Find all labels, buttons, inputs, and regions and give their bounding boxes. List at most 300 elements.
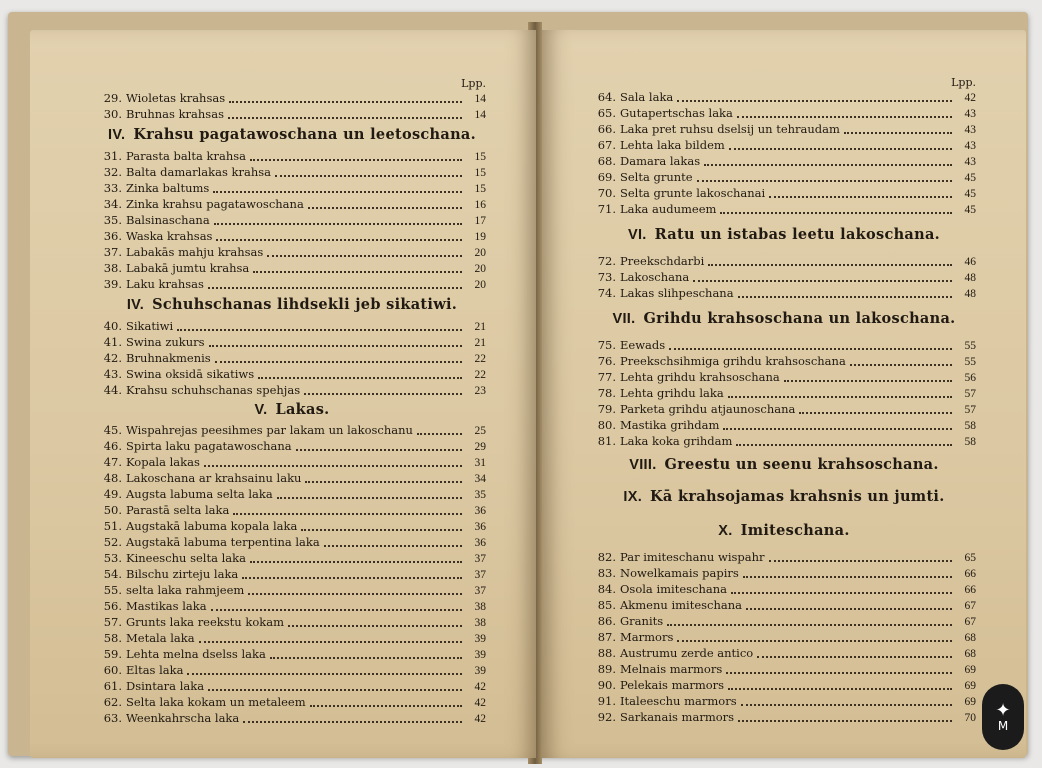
snowflake-logo-icon: ✦ — [995, 700, 1011, 721]
entry-number: 62. — [103, 695, 122, 709]
entry-title: Selta grunte — [620, 170, 693, 184]
entry-page-number: 20 — [474, 247, 486, 259]
entry-page-number: 69 — [964, 680, 976, 692]
entry-number: 74. — [597, 286, 616, 300]
dot-leader — [215, 351, 462, 363]
entry-page-number: 35 — [474, 489, 486, 501]
entry-title: Eewads — [620, 338, 666, 352]
toc-entry — [98, 260, 486, 276]
toc-entry — [98, 106, 486, 122]
entry-number: 66. — [597, 122, 616, 136]
left-toc — [98, 77, 486, 726]
dot-leader — [726, 662, 952, 674]
entry-page-number: 66 — [964, 584, 976, 596]
entry-number: 76. — [597, 354, 616, 368]
toc-entry — [592, 337, 976, 353]
entry-page-number: 15 — [474, 167, 486, 179]
toc-entry — [592, 565, 976, 581]
entry-page-number: 15 — [474, 183, 486, 195]
toc-entry — [98, 598, 486, 614]
dot-leader — [275, 165, 462, 177]
dot-leader — [697, 170, 952, 182]
entry-title: Sala laka — [620, 90, 674, 104]
entry-page-number: 39 — [474, 665, 486, 677]
dot-leader — [743, 566, 952, 578]
entry-title: Krahsu schuhschanas spehjas — [126, 383, 301, 397]
toc-entry — [98, 180, 486, 196]
section-roman-numeral: VII. — [612, 311, 636, 327]
entry-title: Zinka krahsu pagatawoschana — [126, 197, 304, 211]
dot-leader — [267, 245, 462, 257]
entry-number: 67. — [597, 138, 616, 152]
entry-page-number: 67 — [964, 600, 976, 612]
toc-entry — [98, 486, 486, 502]
section-heading — [592, 301, 976, 337]
entry-page-number: 42 — [474, 697, 486, 709]
entry-title: Kineeschu selta laka — [126, 551, 246, 565]
right-page — [542, 30, 1026, 758]
dot-leader — [731, 582, 952, 594]
toc-entry — [98, 276, 486, 292]
entry-number: 46. — [103, 439, 122, 453]
dot-leader — [736, 434, 952, 446]
dot-leader — [214, 213, 462, 225]
entry-number: 34. — [103, 197, 122, 211]
entry-page-number: 38 — [474, 601, 486, 613]
entry-number: 51. — [103, 519, 122, 533]
dot-leader — [738, 286, 952, 298]
dot-leader — [799, 402, 952, 414]
entry-number: 59. — [103, 647, 122, 661]
toc-entry — [592, 549, 976, 565]
entry-number: 30. — [103, 107, 122, 121]
entry-title: Bruhnakmenis — [126, 351, 211, 365]
entry-page-number: 21 — [474, 337, 486, 349]
dot-leader — [296, 439, 462, 451]
toc-entry — [98, 228, 486, 244]
dot-leader — [669, 338, 952, 350]
entry-page-number: 45 — [964, 204, 976, 216]
section-title: Lakas. — [275, 401, 330, 418]
section-heading — [98, 292, 486, 318]
dot-leader — [310, 695, 462, 707]
section-title: Schuhschanas lihdsekli jeb sikatiwi. — [152, 296, 458, 313]
toc-entry — [98, 502, 486, 518]
toc-entry — [592, 629, 976, 645]
entry-number: 44. — [103, 383, 122, 397]
entry-number: 72. — [597, 254, 616, 268]
entry-title: Balta damarlakas krahsa — [126, 165, 271, 179]
entry-page-number: 31 — [474, 457, 486, 469]
dot-leader — [729, 138, 952, 150]
dot-leader — [708, 254, 952, 266]
section-heading — [592, 481, 976, 513]
entry-page-number: 36 — [474, 521, 486, 533]
entry-number: 45. — [103, 423, 122, 437]
entry-number: 47. — [103, 455, 122, 469]
toc-list-left — [98, 90, 486, 726]
entry-number: 31. — [103, 149, 122, 163]
toc-entry — [98, 212, 486, 228]
entry-page-number: 57 — [964, 388, 976, 400]
watermark-letter: M — [997, 719, 1009, 733]
entry-number: 41. — [103, 335, 122, 349]
toc-entry — [592, 433, 976, 449]
dot-leader — [187, 663, 462, 675]
toc-entry — [98, 438, 486, 454]
entry-title: Weenkahrscha laka — [126, 711, 240, 725]
entry-page-number: 20 — [474, 279, 486, 291]
dot-leader — [288, 615, 462, 627]
entry-title: Lehta melna dselss laka — [126, 647, 266, 661]
entry-title: Preekschdarbi — [620, 254, 705, 268]
section-title: Imiteschana. — [740, 522, 850, 539]
entry-page-number: 66 — [964, 568, 976, 580]
dot-leader — [250, 551, 462, 563]
entry-title: Lehta grihdu krahsoschana — [620, 370, 780, 384]
entry-number: 75. — [597, 338, 616, 352]
section-heading — [592, 513, 976, 549]
toc-entry — [98, 630, 486, 646]
entry-page-number: 42 — [474, 681, 486, 693]
entry-title: Parketa grihdu atjaunoschana — [620, 402, 796, 416]
right-toc — [592, 76, 976, 725]
dot-leader — [248, 583, 462, 595]
dot-leader — [233, 503, 462, 515]
entry-title: Marmors — [620, 630, 674, 644]
entry-page-number: 56 — [964, 372, 976, 384]
toc-entry — [592, 581, 976, 597]
entry-title: Laka pret ruhsu dselsij un tehraudam — [620, 122, 840, 136]
entry-number: 63. — [103, 711, 122, 725]
entry-page-number: 43 — [964, 124, 976, 136]
entry-title: Sikatiwi — [126, 319, 174, 333]
entry-number: 82. — [597, 550, 616, 564]
toc-entry — [98, 244, 486, 260]
entry-title: Wioletas krahsas — [126, 91, 226, 105]
entry-title: Lehta laka bildem — [620, 138, 725, 152]
entry-title: Kopala lakas — [126, 455, 200, 469]
entry-page-number: 39 — [474, 633, 486, 645]
entry-title: Osola imiteschana — [620, 582, 727, 596]
entry-title: Selta grunte lakoschanai — [620, 186, 766, 200]
left-page — [30, 30, 536, 758]
entry-page-number: 55 — [964, 340, 976, 352]
dot-leader — [746, 598, 952, 610]
entry-page-number: 58 — [964, 420, 976, 432]
entry-title: Spirta laku pagatawoschana — [126, 439, 292, 453]
entry-page-number: 36 — [474, 537, 486, 549]
entry-title: Labakā jumtu krahsa — [126, 261, 250, 275]
entry-title: Damara lakas — [620, 154, 701, 168]
entry-number: 35. — [103, 213, 122, 227]
entry-title: Preekschsihmiga grihdu krahsoschana — [620, 354, 846, 368]
entry-number: 55. — [103, 583, 122, 597]
entry-page-number: 23 — [474, 385, 486, 397]
entry-number: 36. — [103, 229, 122, 243]
dot-leader — [417, 423, 462, 435]
dot-leader — [738, 710, 952, 722]
toc-entry — [592, 661, 976, 677]
entry-number: 71. — [597, 202, 616, 216]
entry-number: 91. — [597, 694, 616, 708]
entry-number: 42. — [103, 351, 122, 365]
dot-leader — [270, 647, 462, 659]
entry-number: 38. — [103, 261, 122, 275]
entry-title: Sarkanais marmors — [620, 710, 735, 724]
entry-title: Augsta labuma selta laka — [126, 487, 273, 501]
dot-leader — [213, 181, 462, 193]
entry-title: Augstakā labuma terpentina laka — [126, 535, 320, 549]
section-heading — [592, 217, 976, 253]
dot-leader — [741, 694, 952, 706]
entry-page-number: 58 — [964, 436, 976, 448]
dot-leader — [258, 367, 462, 379]
toc-entry — [98, 366, 486, 382]
toc-entry — [592, 153, 976, 169]
entry-number: 78. — [597, 386, 616, 400]
entry-number: 58. — [103, 631, 122, 645]
entry-title: Nowelkamais papirs — [620, 566, 739, 580]
toc-entry — [98, 470, 486, 486]
toc-entry — [98, 382, 486, 398]
entry-number: 33. — [103, 181, 122, 195]
dot-leader — [723, 418, 952, 430]
entry-page-number: 21 — [474, 321, 486, 333]
dot-leader — [250, 149, 462, 161]
dot-leader — [677, 90, 952, 102]
entry-title: Pelekais marmors — [620, 678, 725, 692]
entry-number: 84. — [597, 582, 616, 596]
entry-title: Eltas laka — [126, 663, 184, 677]
dot-leader — [757, 646, 952, 658]
entry-page-number: 42 — [964, 92, 976, 104]
entry-number: 86. — [597, 614, 616, 628]
entry-title: Lakoschana — [620, 270, 690, 284]
toc-entry — [98, 422, 486, 438]
dot-leader — [728, 678, 952, 690]
entry-page-number: 15 — [474, 151, 486, 163]
toc-entry — [98, 454, 486, 470]
toc-entry — [98, 334, 486, 350]
entry-page-number: 22 — [474, 353, 486, 365]
entry-title: Grunts laka reekstu kokam — [126, 615, 284, 629]
entry-page-number: 43 — [964, 156, 976, 168]
entry-page-number: 46 — [964, 256, 976, 268]
entry-number: 54. — [103, 567, 122, 581]
entry-number: 64. — [597, 90, 616, 104]
section-roman-numeral: IV. — [108, 127, 126, 143]
toc-entry — [592, 137, 976, 153]
entry-number: 69. — [597, 170, 616, 184]
toc-entry — [592, 253, 976, 269]
dot-leader — [177, 319, 462, 331]
toc-entry — [592, 613, 976, 629]
entry-title: Swina oksidā sikatiws — [126, 367, 255, 381]
entry-number: 83. — [597, 566, 616, 580]
entry-page-number: 22 — [474, 369, 486, 381]
entry-title: Metala laka — [126, 631, 195, 645]
watermark-logo — [982, 684, 1024, 750]
entry-title: Parasta balta krahsa — [126, 149, 246, 163]
dot-leader — [208, 679, 462, 691]
toc-entry — [592, 369, 976, 385]
dot-leader — [850, 354, 952, 366]
entry-title: Augstakā labuma kopala laka — [126, 519, 298, 533]
toc-entry — [592, 693, 976, 709]
toc-entry — [592, 353, 976, 369]
dot-leader — [784, 370, 952, 382]
dot-leader — [737, 106, 952, 118]
entry-page-number: 67 — [964, 616, 976, 628]
toc-entry — [98, 678, 486, 694]
entry-number: 43. — [103, 367, 122, 381]
entry-title: Bilschu zirteju laka — [126, 567, 239, 581]
entry-title: Italeeschu marmors — [620, 694, 737, 708]
entry-page-number: 42 — [474, 713, 486, 725]
toc-entry — [592, 385, 976, 401]
entry-title: Laka koka grihdam — [620, 434, 733, 448]
entry-number: 49. — [103, 487, 122, 501]
dot-leader — [693, 270, 952, 282]
dot-leader — [769, 550, 952, 562]
section-title: Krahsu pagatawoschana un leetoschana. — [133, 126, 476, 143]
dot-leader — [211, 599, 462, 611]
toc-entry — [98, 710, 486, 726]
toc-entry — [592, 677, 976, 693]
entry-title: Melnais marmors — [620, 662, 723, 676]
toc-entry — [592, 645, 976, 661]
dot-leader — [228, 107, 462, 119]
entry-page-number: 14 — [474, 109, 486, 121]
dot-leader — [242, 567, 462, 579]
entry-title: Wispahrejas peesihmes par lakam un lakoschanu — [126, 423, 413, 437]
dot-leader — [301, 519, 462, 531]
entry-title: Akmenu imiteschana — [620, 598, 743, 612]
entry-title: Parastā selta laka — [126, 503, 230, 517]
entry-number: 77. — [597, 370, 616, 384]
entry-page-number: 43 — [964, 140, 976, 152]
entry-page-number: 45 — [964, 172, 976, 184]
toc-entry — [98, 148, 486, 164]
entry-title: Balsinaschana — [126, 213, 210, 227]
entry-page-number: 48 — [964, 272, 976, 284]
dot-leader — [304, 383, 462, 395]
dot-leader — [243, 711, 462, 723]
section-roman-numeral: IX. — [623, 489, 643, 505]
entry-page-number: 48 — [964, 288, 976, 300]
entry-number: 88. — [597, 646, 616, 660]
entry-title: Lehta grihdu laka — [620, 386, 724, 400]
entry-page-number: 69 — [964, 696, 976, 708]
toc-entry — [98, 318, 486, 334]
entry-page-number: 38 — [474, 617, 486, 629]
toc-entry — [98, 90, 486, 106]
entry-page-number: 36 — [474, 505, 486, 517]
toc-entry — [98, 582, 486, 598]
entry-page-number: 45 — [964, 188, 976, 200]
dot-leader — [208, 277, 462, 289]
entry-page-number: 55 — [964, 356, 976, 368]
entry-page-number: 29 — [474, 441, 486, 453]
open-book — [8, 12, 1028, 756]
toc-entry — [98, 550, 486, 566]
toc-entry — [98, 614, 486, 630]
entry-page-number: 37 — [474, 585, 486, 597]
entry-title: Labakās mahju krahsas — [126, 245, 264, 259]
entry-page-number: 14 — [474, 93, 486, 105]
entry-page-number: 37 — [474, 553, 486, 565]
entry-page-number: 68 — [964, 632, 976, 644]
entry-number: 57. — [103, 615, 122, 629]
section-heading — [98, 122, 486, 148]
dot-leader — [769, 186, 952, 198]
entry-page-number: 57 — [964, 404, 976, 416]
entry-page-number: 37 — [474, 569, 486, 581]
entry-title: Selta laka kokam un metaleem — [126, 695, 306, 709]
entry-number: 81. — [597, 434, 616, 448]
entry-number: 85. — [597, 598, 616, 612]
entry-number: 70. — [597, 186, 616, 200]
toc-entry — [592, 709, 976, 725]
entry-title: Gutapertschas laka — [620, 106, 733, 120]
entry-title: Bruhnas krahsas — [126, 107, 224, 121]
toc-entry — [98, 350, 486, 366]
entry-number: 87. — [597, 630, 616, 644]
toc-entry — [592, 105, 976, 121]
toc-entry — [98, 646, 486, 662]
dot-leader — [209, 335, 462, 347]
entry-page-number: 16 — [474, 199, 486, 211]
toc-entry — [98, 518, 486, 534]
dot-leader — [204, 455, 462, 467]
section-roman-numeral: IV. — [126, 297, 145, 313]
toc-entry — [592, 89, 976, 105]
dot-leader — [844, 122, 952, 134]
dot-leader — [728, 386, 952, 398]
dot-leader — [216, 229, 462, 241]
section-roman-numeral: V. — [254, 402, 268, 418]
toc-entry — [592, 201, 976, 217]
entry-title: Zinka baltums — [126, 181, 210, 195]
toc-entry — [98, 196, 486, 212]
entry-title: Austrumu zerde antico — [620, 646, 754, 660]
toc-entry — [592, 185, 976, 201]
entry-page-number: 68 — [964, 648, 976, 660]
entry-page-number: 20 — [474, 263, 486, 275]
entry-number: 53. — [103, 551, 122, 565]
section-heading — [592, 449, 976, 481]
entry-title: Dsintara laka — [126, 679, 205, 693]
entry-number: 92. — [597, 710, 616, 724]
entry-number: 29. — [103, 91, 122, 105]
entry-title: Lakoschana ar krahsainu laku — [126, 471, 302, 485]
section-title: Greestu un seenu krahsoschana. — [664, 456, 939, 473]
entry-number: 90. — [597, 678, 616, 692]
entry-number: 52. — [103, 535, 122, 549]
toc-entry — [592, 597, 976, 613]
entry-title: Waska krahsas — [126, 229, 213, 243]
entry-number: 80. — [597, 418, 616, 432]
entry-title: Laku krahsas — [126, 277, 204, 291]
section-roman-numeral: X. — [718, 523, 733, 539]
entry-number: 73. — [597, 270, 616, 284]
entry-page-number: 19 — [474, 231, 486, 243]
dot-leader — [704, 154, 952, 166]
entry-page-number: 70 — [964, 712, 976, 724]
dot-leader — [324, 535, 462, 547]
toc-entry — [98, 662, 486, 678]
